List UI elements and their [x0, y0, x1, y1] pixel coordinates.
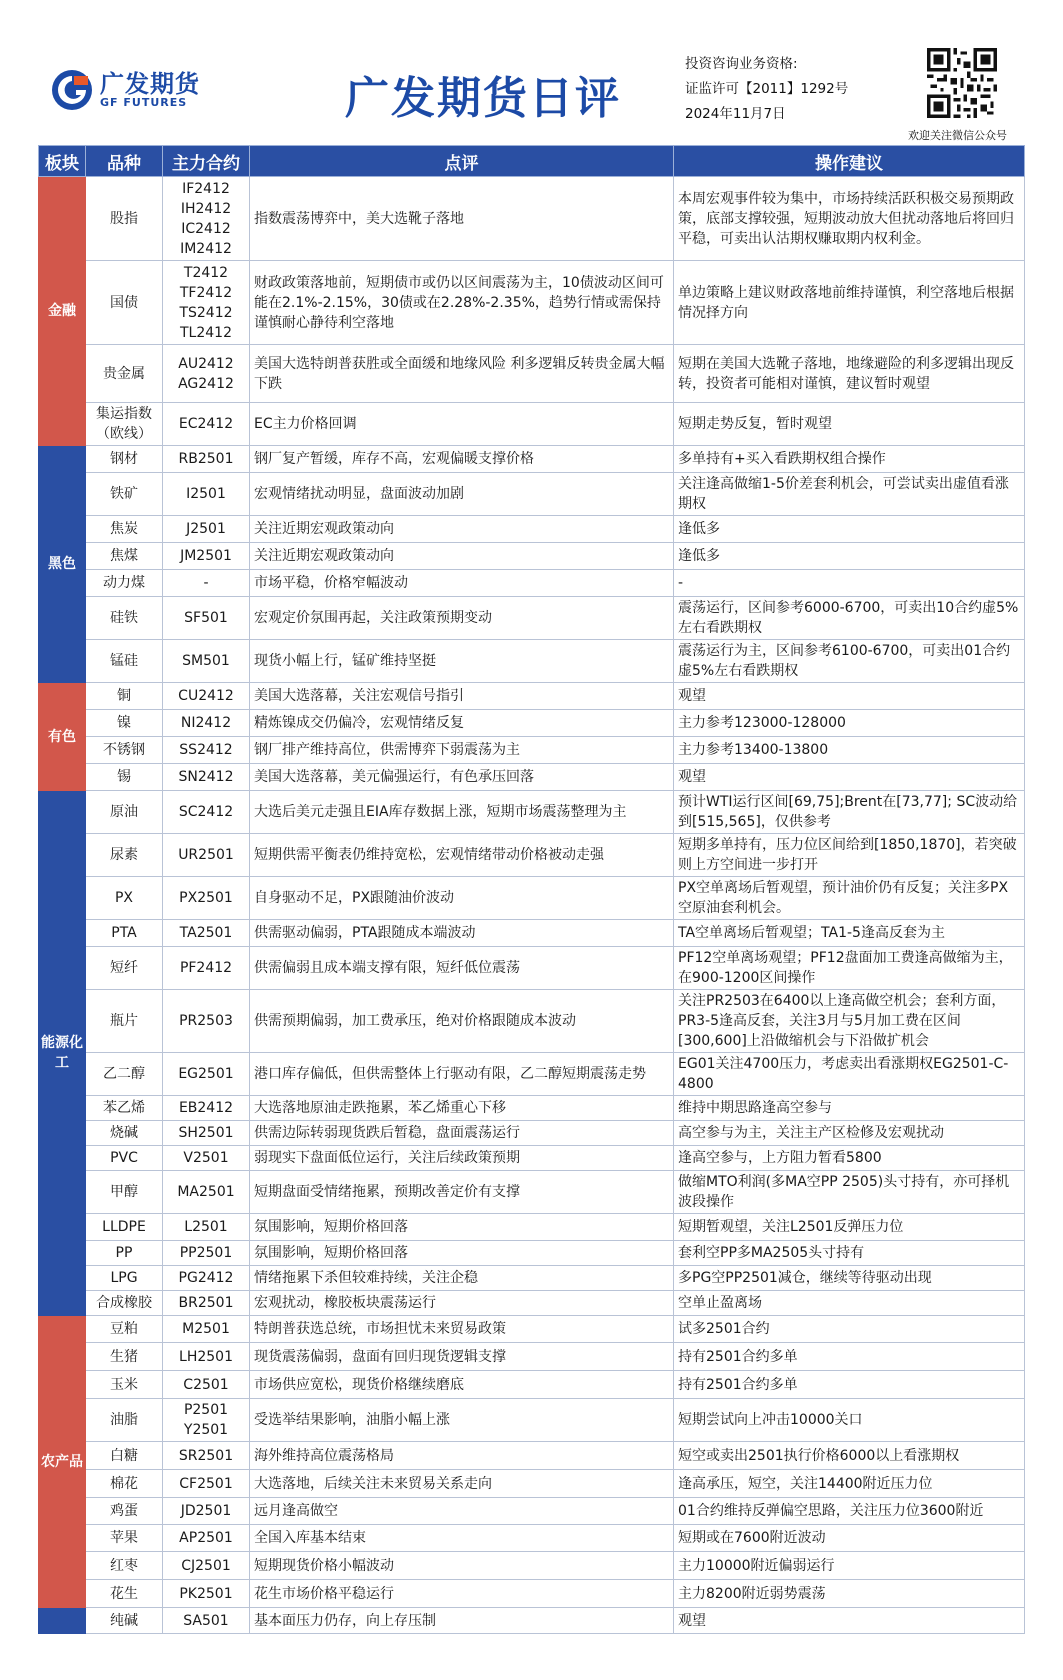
contract-code: PK2501: [179, 1585, 233, 1602]
contract-code: PF2412: [179, 960, 233, 976]
advice-cell: 短期在美国大选靴子落地，地缘避险的利多逻辑出现反转，投资者可能相对谨慎，建议暂时观望: [674, 345, 1025, 403]
comment-cell: 受选举结果影响，油脂小幅上涨: [250, 1399, 674, 1442]
advice-cell: TA空单离场后暂观望；TA1-5逢高反套为主: [674, 920, 1025, 947]
contract-code: AU2412: [178, 355, 234, 372]
advice-cell: 主力参考123000-128000: [674, 710, 1025, 737]
daily-review-table: [38, 145, 1025, 1634]
advice-cell: 震荡运行，区间参考6000-6700，可卖出10合约虚5%左右看跌期权: [674, 597, 1025, 640]
contract-cell: [163, 1053, 250, 1096]
table-row: [39, 570, 1025, 597]
table-row: [39, 403, 1025, 446]
variety-cell: 红枣: [86, 1552, 163, 1580]
contract-cell: [163, 345, 250, 403]
contract-code: PX2501: [179, 890, 233, 906]
comment-cell: 全国入库基本结束: [250, 1525, 674, 1552]
contract-cell: [163, 1371, 250, 1399]
contract-code: RB2501: [178, 451, 234, 467]
variety-cell: 合成橡胶: [86, 1291, 163, 1316]
contract-cell: [163, 1343, 250, 1371]
table-row: [39, 261, 1025, 345]
variety-cell: 乙二醇: [86, 1053, 163, 1096]
table-row: [39, 1442, 1025, 1470]
contract-code: EG2501: [178, 1066, 234, 1082]
contract-code: NI2412: [180, 715, 232, 731]
contract-code: TF2412: [179, 284, 233, 301]
contract-code: EB2412: [178, 1100, 234, 1116]
table-row: [39, 1266, 1025, 1291]
advice-cell: PF12空单离场观望；PF12盘面加工费逢高做缩为主，在900-1200区间操作: [674, 947, 1025, 990]
table-row: [39, 543, 1025, 570]
column-header-advice: 操作建议: [674, 146, 1025, 177]
contract-cell: [163, 990, 250, 1053]
advice-cell: 空单止盈离场: [674, 1291, 1025, 1316]
column-header-comment: 点评: [250, 146, 674, 177]
contract-code: SN2412: [178, 769, 234, 785]
contract-code: -: [203, 575, 209, 591]
contract-code: V2501: [183, 1150, 229, 1166]
advice-cell: 逢低多: [674, 516, 1025, 543]
contract-code: MA2501: [177, 1184, 235, 1200]
logo-chinese-name: 广发期货: [100, 69, 200, 98]
sector-cell: 金融: [39, 177, 86, 446]
variety-cell: 尿素: [86, 834, 163, 877]
advice-cell: 做缩MTO利润(多MA空PP 2505)头寸持有，亦可择机波段操作: [674, 1171, 1025, 1214]
contract-code: C2501: [183, 1376, 229, 1393]
advice-cell: 持有2501合约多单: [674, 1343, 1025, 1371]
table-row: [39, 1121, 1025, 1146]
table-row: [39, 1608, 1025, 1634]
contract-cell: [163, 403, 250, 446]
contract-code: BR2501: [178, 1295, 234, 1311]
contract-code: TL2412: [180, 324, 232, 341]
variety-cell: 股指: [86, 177, 163, 261]
contract-code: SF501: [184, 610, 228, 626]
contract-cell: [163, 1291, 250, 1316]
advice-cell: 套利空PP多MA2505头寸持有: [674, 1241, 1025, 1266]
advice-cell: 逢低多: [674, 543, 1025, 570]
variety-cell: 钢材: [86, 446, 163, 473]
contract-cell: [163, 516, 250, 543]
variety-cell: 玉米: [86, 1371, 163, 1399]
advice-cell: 关注逢高做缩1-5价差套利机会，可尝试卖出虚值看涨期权: [674, 473, 1025, 516]
variety-cell: 集运指数（欧线）: [86, 403, 163, 446]
variety-cell: PP: [86, 1241, 163, 1266]
variety-cell: 苯乙烯: [86, 1096, 163, 1121]
table-row: [39, 764, 1025, 791]
table-row: [39, 1552, 1025, 1580]
variety-cell: 动力煤: [86, 570, 163, 597]
contract-code: SS2412: [179, 742, 233, 758]
comment-cell: 市场平稳，价格窄幅波动: [250, 570, 674, 597]
advice-cell: 短期暂观望，关注L2501反弹压力位: [674, 1214, 1025, 1241]
table-row: [39, 1343, 1025, 1371]
advice-cell: 短期走势反复，暂时观望: [674, 403, 1025, 446]
contract-cell: [163, 1146, 250, 1171]
qr-code-icon: [927, 48, 997, 118]
advice-cell: 多单持有+买入看跌期权组合操作: [674, 446, 1025, 473]
contract-code: IH2412: [180, 200, 232, 217]
table-row: [39, 640, 1025, 683]
contract-cell: [163, 1096, 250, 1121]
contract-code: SM501: [182, 653, 230, 669]
comment-cell: 远月逢高做空: [250, 1498, 674, 1525]
table-row: [39, 1525, 1025, 1552]
variety-cell: 甲醇: [86, 1171, 163, 1214]
contract-code: PG2412: [178, 1270, 234, 1286]
contract-code: LH2501: [179, 1348, 233, 1365]
advice-cell: 短期或在7600附近波动: [674, 1525, 1025, 1552]
comment-cell: 供需预期偏弱，加工费承压，绝对价格跟随成本波动: [250, 990, 674, 1053]
contract-code: J2501: [186, 521, 226, 537]
contract-code: IM2412: [180, 240, 232, 257]
advice-cell: 观望: [674, 1608, 1025, 1634]
contract-cell: [163, 473, 250, 516]
advice-cell: PX空单离场后暂观望，预计油价仍有反复；关注多PX空原油套利机会。: [674, 877, 1025, 920]
variety-cell: LPG: [86, 1266, 163, 1291]
comment-cell: 短期现货价格小幅波动: [250, 1552, 674, 1580]
variety-cell: 纯碱: [86, 1608, 163, 1634]
table-row: [39, 1241, 1025, 1266]
variety-cell: 硅铁: [86, 597, 163, 640]
comment-cell: 花生市场价格平稳运行: [250, 1580, 674, 1608]
advice-cell: 试多2501合约: [674, 1316, 1025, 1343]
comment-cell: 指数震荡博弈中，美大选靴子落地: [250, 177, 674, 261]
comment-cell: 短期供需平衡表仍维持宽松，宏观情绪带动价格被动走强: [250, 834, 674, 877]
variety-cell: 镍: [86, 710, 163, 737]
variety-cell: 瓶片: [86, 990, 163, 1053]
variety-cell: 油脂: [86, 1399, 163, 1442]
comment-cell: 供需偏弱且成本端支撑有限，短纤低位震荡: [250, 947, 674, 990]
contract-code: PP2501: [179, 1245, 233, 1261]
comment-cell: 宏观情绪扰动明显，盘面波动加剧: [250, 473, 674, 516]
advice-cell: EG01关注4700压力，考虑卖出看涨期权EG2501-C-4800: [674, 1053, 1025, 1096]
advice-cell: 预计WTI运行区间[69,75];Brent在[73,77]; SC波动给到[515,565]，仅供参考: [674, 791, 1025, 834]
contract-code: SH2501: [178, 1125, 234, 1141]
variety-cell: 短纤: [86, 947, 163, 990]
contract-cell: [163, 1121, 250, 1146]
advice-cell: 01合约维持反弹偏空思路，关注压力位3600附近: [674, 1498, 1025, 1525]
contract-code: M2501: [182, 1321, 230, 1337]
contract-code: UR2501: [178, 847, 234, 863]
contract-code: AG2412: [178, 375, 234, 392]
comment-cell: 现货小幅上行，锰矿维持坚挺: [250, 640, 674, 683]
table-row: [39, 177, 1025, 261]
column-header-contract: 主力合约: [163, 146, 250, 177]
contract-code: IC2412: [181, 220, 231, 237]
report-date: 2024年11月7日: [685, 106, 786, 122]
variety-cell: PTA: [86, 920, 163, 947]
variety-cell: 锡: [86, 764, 163, 791]
table-row: [39, 1291, 1025, 1316]
variety-cell: 鸡蛋: [86, 1498, 163, 1525]
table-row: [39, 1146, 1025, 1171]
variety-cell: 锰硅: [86, 640, 163, 683]
comment-cell: 供需边际转弱现货跌后暂稳，盘面震荡运行: [250, 1121, 674, 1146]
contract-code: T2412: [183, 264, 229, 281]
comment-cell: 大选落地，后续关注未来贸易关系走向: [250, 1470, 674, 1498]
table-row: [39, 446, 1025, 473]
variety-cell: 贵金属: [86, 345, 163, 403]
report-title: 广发期货日评: [345, 73, 621, 124]
table-row: [39, 710, 1025, 737]
table-row: [39, 920, 1025, 947]
advice-cell: 维持中期思路逢高空参与: [674, 1096, 1025, 1121]
contract-cell: [163, 597, 250, 640]
contract-cell: [163, 1442, 250, 1470]
sector-cell: 黑色: [39, 446, 86, 683]
contract-cell: [163, 1214, 250, 1241]
comment-cell: 氛围影响，短期价格回落: [250, 1241, 674, 1266]
contract-cell: [163, 446, 250, 473]
comment-cell: 弱现实下盘面低位运行，关注后续政策预期: [250, 1146, 674, 1171]
variety-cell: 国债: [86, 261, 163, 345]
sector-cell: 农产品: [39, 1316, 86, 1608]
table-row: [39, 473, 1025, 516]
contract-cell: [163, 570, 250, 597]
sector-cell: 能源化工: [39, 791, 86, 1316]
contract-cell: [163, 1266, 250, 1291]
contract-code: SA501: [183, 1612, 229, 1629]
comment-cell: 宏观扰动，橡胶板块震荡运行: [250, 1291, 674, 1316]
contract-cell: [163, 834, 250, 877]
advice-cell: 观望: [674, 764, 1025, 791]
contract-code: IF2412: [182, 180, 230, 197]
table-body: [39, 177, 1025, 1634]
variety-cell: 不锈钢: [86, 737, 163, 764]
table-row: [39, 1171, 1025, 1214]
comment-cell: 钢厂排产维持高位，供需博弈下弱震荡为主: [250, 737, 674, 764]
contract-code: JM2501: [180, 548, 232, 564]
license-number: 证监许可【2011】1292号: [685, 81, 849, 97]
sector-cell: 有色: [39, 683, 86, 791]
table-row: [39, 1053, 1025, 1096]
brand-logo: [50, 68, 200, 112]
comment-cell: 财政政策落地前，短期债市或仍以区间震荡为主，10债波动区间可能在2.1%-2.15%，30债或在2.28%-2.35%，趋势行情或需保持谨慎耐心静待利空落地: [250, 261, 674, 345]
column-header-variety: 品种: [86, 146, 163, 177]
comment-cell: 供需驱动偏弱，PTA跟随成本端波动: [250, 920, 674, 947]
variety-cell: 铁矿: [86, 473, 163, 516]
contract-code: CU2412: [178, 688, 234, 704]
contract-cell: [163, 947, 250, 990]
comment-cell: 特朗普获选总统，市场担忧未来贸易政策: [250, 1316, 674, 1343]
comment-cell: 情绪拖累下杀但较难持续，关注企稳: [250, 1266, 674, 1291]
table-row: [39, 345, 1025, 403]
variety-cell: 烧碱: [86, 1121, 163, 1146]
contract-cell: [163, 1399, 250, 1442]
advice-cell: 短期尝试向上冲击10000关口: [674, 1399, 1025, 1442]
report-meta: [685, 52, 848, 127]
contract-cell: [163, 1608, 250, 1634]
advice-cell: 本周宏观事件较为集中，市场持续活跃积极交易预期政策，底部支撑较强，短期波动放大但扰动落地后将回归平稳，可卖出认沽期权赚取期内权利金。: [674, 177, 1025, 261]
table-row: [39, 597, 1025, 640]
contract-code: CF2501: [179, 1475, 233, 1492]
advice-cell: 短期多单持有，压力位区间给到[1850,1870]，若突破则上方空间进一步打开: [674, 834, 1025, 877]
comment-cell: 宏观定价氛围再起，关注政策预期变动: [250, 597, 674, 640]
contract-cell: [163, 764, 250, 791]
contract-cell: [163, 543, 250, 570]
variety-cell: 苹果: [86, 1525, 163, 1552]
variety-cell: LLDPE: [86, 1214, 163, 1241]
table-row: [39, 877, 1025, 920]
contract-code: PR2503: [179, 1013, 233, 1029]
contract-code: SR2501: [178, 1447, 234, 1464]
table-row: [39, 1214, 1025, 1241]
table-row: [39, 516, 1025, 543]
table-row: [39, 1580, 1025, 1608]
contract-code: JD2501: [180, 1503, 232, 1519]
contract-code: EC2412: [178, 416, 234, 432]
comment-cell: 基本面压力仍存，向上存压制: [250, 1608, 674, 1634]
gf-logo-icon: [50, 68, 94, 112]
contract-code: I2501: [186, 486, 226, 502]
contract-cell: [163, 1525, 250, 1552]
contract-cell: [163, 1498, 250, 1525]
table-row: [39, 990, 1025, 1053]
contract-cell: [163, 710, 250, 737]
advice-cell: 高空参与为主，关注主产区检修及宏观扰动: [674, 1121, 1025, 1146]
variety-cell: 生猪: [86, 1343, 163, 1371]
comment-cell: 自身驱动不足，PX跟随油价波动: [250, 877, 674, 920]
contract-cell: [163, 920, 250, 947]
comment-cell: 短期盘面受情绪拖累，预期改善定价有支撑: [250, 1171, 674, 1214]
logo-english-name: GF FUTURES: [100, 95, 188, 109]
comment-cell: 美国大选落幕，关注宏观信号指引: [250, 683, 674, 710]
contract-cell: [163, 791, 250, 834]
table-row: [39, 1371, 1025, 1399]
advice-cell: 逢高承压，短空，关注14400附近压力位: [674, 1470, 1025, 1498]
variety-cell: 白糖: [86, 1442, 163, 1470]
contract-cell: [163, 1470, 250, 1498]
variety-cell: 焦煤: [86, 543, 163, 570]
comment-cell: 关注近期宏观政策动向: [250, 516, 674, 543]
contract-cell: [163, 1171, 250, 1214]
advice-cell: 主力参考13400-13800: [674, 737, 1025, 764]
contract-cell: [163, 1552, 250, 1580]
contract-code: Y2501: [183, 1422, 229, 1438]
table-row: [39, 1096, 1025, 1121]
contract-code: P2501: [183, 1402, 229, 1418]
contract-cell: [163, 177, 250, 261]
contract-cell: [163, 640, 250, 683]
qr-caption: 欢迎关注微信公众号: [908, 129, 1007, 142]
comment-cell: 关注近期宏观政策动向: [250, 543, 674, 570]
advice-cell: 主力10000附近偏弱运行: [674, 1552, 1025, 1580]
advice-cell: 短空或卖出2501执行价格6000以上看涨期权: [674, 1442, 1025, 1470]
contract-cell: [163, 1241, 250, 1266]
variety-cell: 焦炭: [86, 516, 163, 543]
table-row: [39, 791, 1025, 834]
contract-code: L2501: [184, 1219, 228, 1235]
table-row: [39, 1316, 1025, 1343]
table-row: [39, 737, 1025, 764]
comment-cell: 大选落地原油走跌拖累，苯乙烯重心下移: [250, 1096, 674, 1121]
contract-code: TS2412: [179, 304, 233, 321]
table-row: [39, 1470, 1025, 1498]
contract-cell: [163, 877, 250, 920]
qualification-label: 投资咨询业务资格:: [685, 56, 798, 72]
variety-cell: 铜: [86, 683, 163, 710]
comment-cell: 钢厂复产暂缓，库存不高，宏观偏暖支撑价格: [250, 446, 674, 473]
table-row: [39, 1399, 1025, 1442]
advice-cell: 关注PR2503在6400以上逢高做空机会；套利方面，PR3-5逢高反套，关注3月与5月加工费在区间[300,600]上沿做缩机会与下沿做扩机会: [674, 990, 1025, 1053]
column-header-sector: 板块: [39, 146, 86, 177]
comment-cell: 港口库存偏低，但供需整体上行驱动有限，乙二醇短期震荡走势: [250, 1053, 674, 1096]
table-row: [39, 834, 1025, 877]
comment-cell: 大选后美元走强且EIA库存数据上涨，短期市场震荡整理为主: [250, 791, 674, 834]
variety-cell: 棉花: [86, 1470, 163, 1498]
table-row: [39, 1498, 1025, 1525]
contract-cell: [163, 1580, 250, 1608]
contract-code: SC2412: [178, 804, 234, 820]
advice-cell: -: [674, 570, 1025, 597]
advice-cell: 观望: [674, 683, 1025, 710]
comment-cell: 美国大选特朗普获胜或全面缓和地缘风险 利多逻辑反转贵金属大幅下跌: [250, 345, 674, 403]
table-row: [39, 683, 1025, 710]
advice-cell: 逢高空参与，上方阻力暂看5800: [674, 1146, 1025, 1171]
advice-cell: 震荡运行为主，区间参考6100-6700，可卖出01合约虚5%左右看跌期权: [674, 640, 1025, 683]
table-header-row: [39, 146, 1025, 177]
comment-cell: 精炼镍成交仍偏冷，宏观情绪反复: [250, 710, 674, 737]
contract-code: CJ2501: [181, 1557, 231, 1574]
advice-cell: 持有2501合约多单: [674, 1371, 1025, 1399]
contract-cell: [163, 683, 250, 710]
contract-cell: [163, 737, 250, 764]
advice-cell: 单边策略上建议财政落地前维持谨慎，利空落地后根据情况择方向: [674, 261, 1025, 345]
variety-cell: 豆粕: [86, 1316, 163, 1343]
sector-cell: [39, 1608, 86, 1634]
comment-cell: 市场供应宽松，现货价格继续磨底: [250, 1371, 674, 1399]
variety-cell: 花生: [86, 1580, 163, 1608]
comment-cell: 氛围影响，短期价格回落: [250, 1214, 674, 1241]
advice-cell: 主力8200附近弱势震荡: [674, 1580, 1025, 1608]
comment-cell: EC主力价格回调: [250, 403, 674, 446]
contract-cell: [163, 1316, 250, 1343]
contract-code: AP2501: [179, 1530, 233, 1546]
comment-cell: 现货震荡偏弱，盘面有回归现货逻辑支撑: [250, 1343, 674, 1371]
variety-cell: 原油: [86, 791, 163, 834]
variety-cell: PX: [86, 877, 163, 920]
table-row: [39, 947, 1025, 990]
variety-cell: PVC: [86, 1146, 163, 1171]
advice-cell: 多PG空PP2501减仓，继续等待驱动出现: [674, 1266, 1025, 1291]
contract-code: TA2501: [179, 925, 233, 941]
comment-cell: 美国大选落幕，美元偏强运行，有色承压回落: [250, 764, 674, 791]
comment-cell: 海外维持高位震荡格局: [250, 1442, 674, 1470]
contract-cell: [163, 261, 250, 345]
